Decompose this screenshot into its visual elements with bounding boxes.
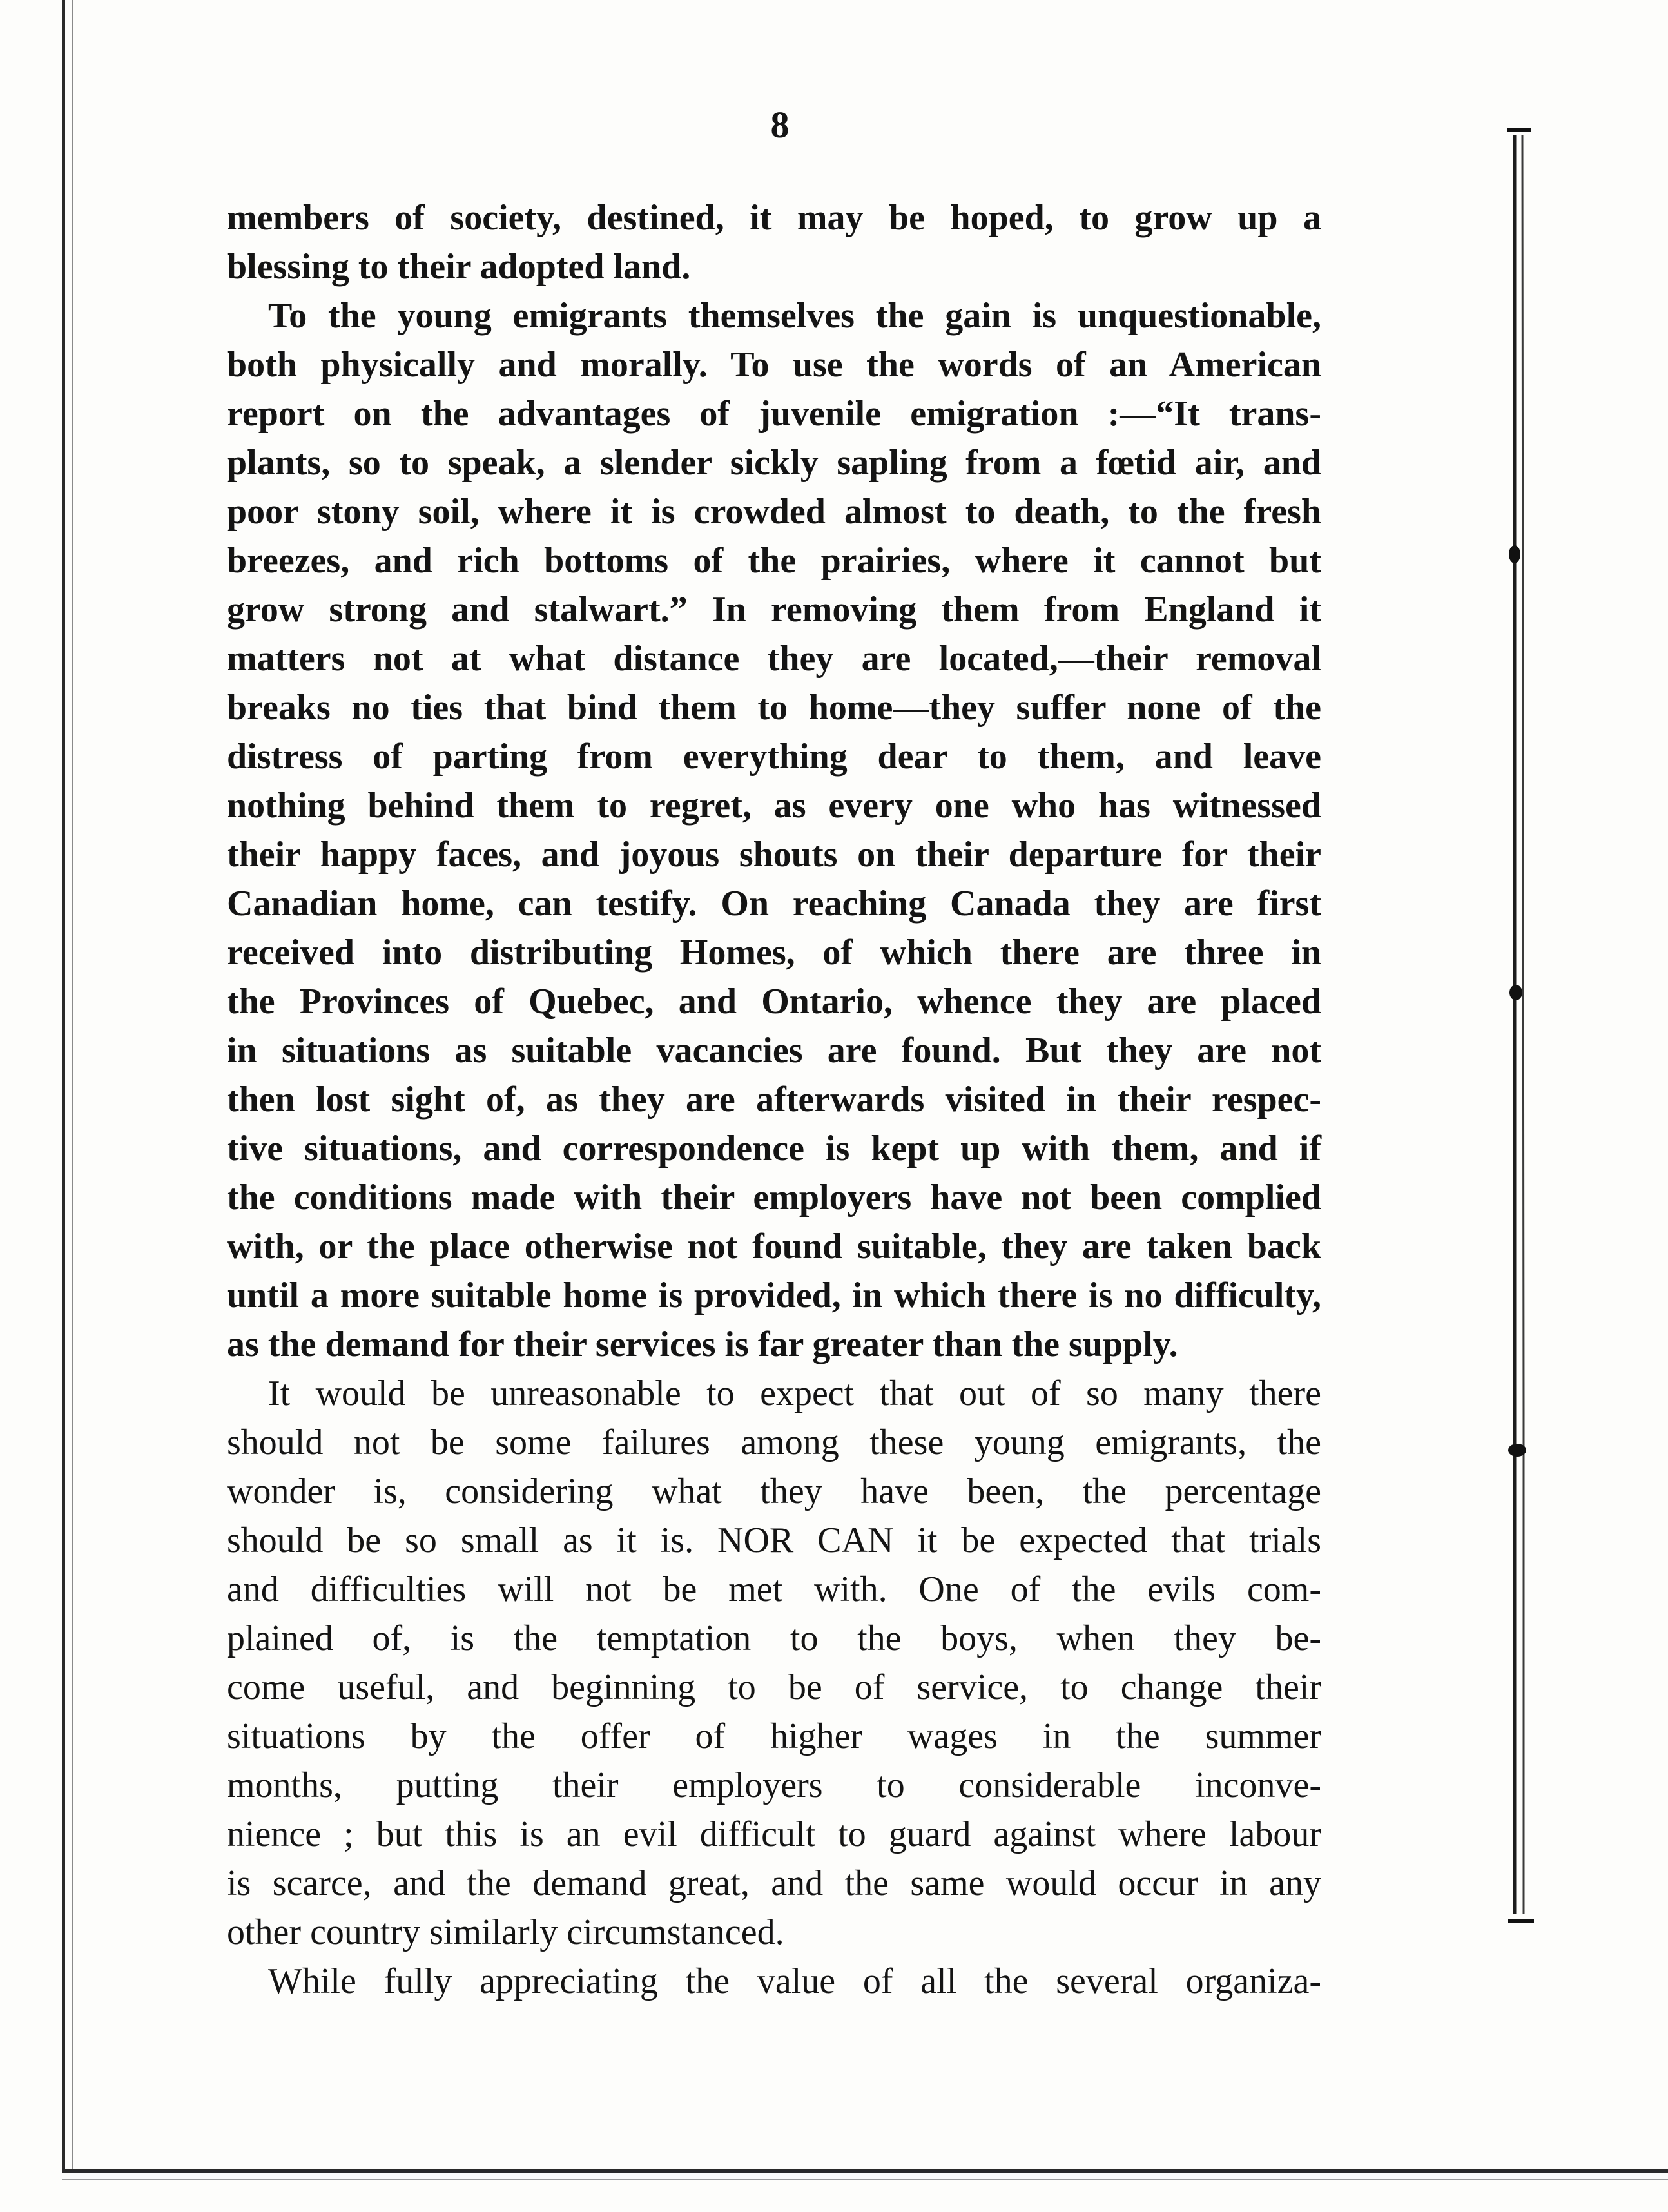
text-line: should be so small as it is. NOR CAN it be expected that trials [227,1520,1321,1560]
text-line: distress of parting from everything dear to them, and leave [227,737,1321,777]
text-line: situations by the offer of higher wages in the summer [227,1716,1321,1756]
text-line: in situations as suitable vacancies are found. But they are not [227,1031,1321,1071]
page-left-edge-inner [72,0,73,2173]
page-bottom-edge-inner [62,2179,1668,2180]
text-line: their happy faces, and joyous shouts on their departure for their [227,835,1321,875]
text-line: matters not at what distance they are located,—their removal [227,639,1321,679]
body-text [227,193,1321,2006]
text-line: received into distributing Homes, of which there are three in [227,933,1321,973]
text-line: It would be unreasonable to expect that out of so many there [268,1373,1321,1413]
text-line: the conditions made with their employers have not been complied [227,1178,1321,1218]
text-line: come useful, and beginning to be of service, to change their [227,1667,1321,1707]
binding-thread [1506,122,1544,1953]
text-line: poor stony soil, where it is crowded almost to death, to the fresh [227,492,1321,532]
text-line: nothing behind them to regret, as every one who has witnessed [227,786,1321,826]
text-line: Canadian home, can testify. On reaching Canada they are first [227,884,1321,924]
text-line: report on the advantages of juvenile emigration :—“It trans- [227,394,1321,434]
text-line: breezes, and rich bottoms of the prairies, where it cannot but [227,541,1321,581]
text-line: both physically and morally. To use the words of an American [227,345,1321,385]
text-line: as the demand for their services is far greater than the supply. [227,1324,1178,1364]
text-line: then lost sight of, as they are afterwards visited in their respec- [227,1080,1321,1120]
text-line: nience ; but this is an evil difficult to guard against where labour [227,1814,1321,1854]
text-line: other country similarly circumstanced. [227,1912,784,1952]
text-line: the Provinces of Quebec, and Ontario, whence they are placed [227,982,1321,1022]
page-number: 8 [770,104,790,146]
text-line: breaks no ties that bind them to home—they suffer none of the [227,688,1321,728]
text-line: plants, so to speak, a slender sickly sapling from a fœtid air, and [227,443,1321,483]
text-line: plained of, is the temptation to the boys, when they be- [227,1618,1321,1658]
text-line: members of society, destined, it may be hoped, to grow up a [227,198,1321,238]
text-line: until a more suitable home is provided, in which there is no difficulty, [227,1276,1321,1315]
text-line: grow strong and stalwart.” In removing them from England it [227,590,1321,630]
text-line: months, putting their employers to considerable inconve- [227,1765,1321,1805]
text-line: blessing to their adopted land. [227,247,691,287]
text-line: is scarce, and the demand great, and the same would occur in any [227,1863,1321,1903]
text-line: wonder is, considering what they have been, the percentage [227,1471,1321,1511]
text-line: While fully appreciating the value of all the several organiza- [268,1961,1321,2001]
page-bottom-edge [62,2169,1668,2173]
text-line: and difficulties will not be met with. One of the evils com- [227,1569,1321,1609]
text-line: with, or the place otherwise not found suitable, they are taken back [227,1227,1321,1266]
text-line: tive situations, and correspondence is kept up with them, and if [227,1129,1321,1169]
text-line: should not be some failures among these young emigrants, the [227,1422,1321,1462]
text-line: To the young emigrants themselves the gain is unquestionable, [268,296,1321,336]
page-left-edge [62,0,65,2173]
